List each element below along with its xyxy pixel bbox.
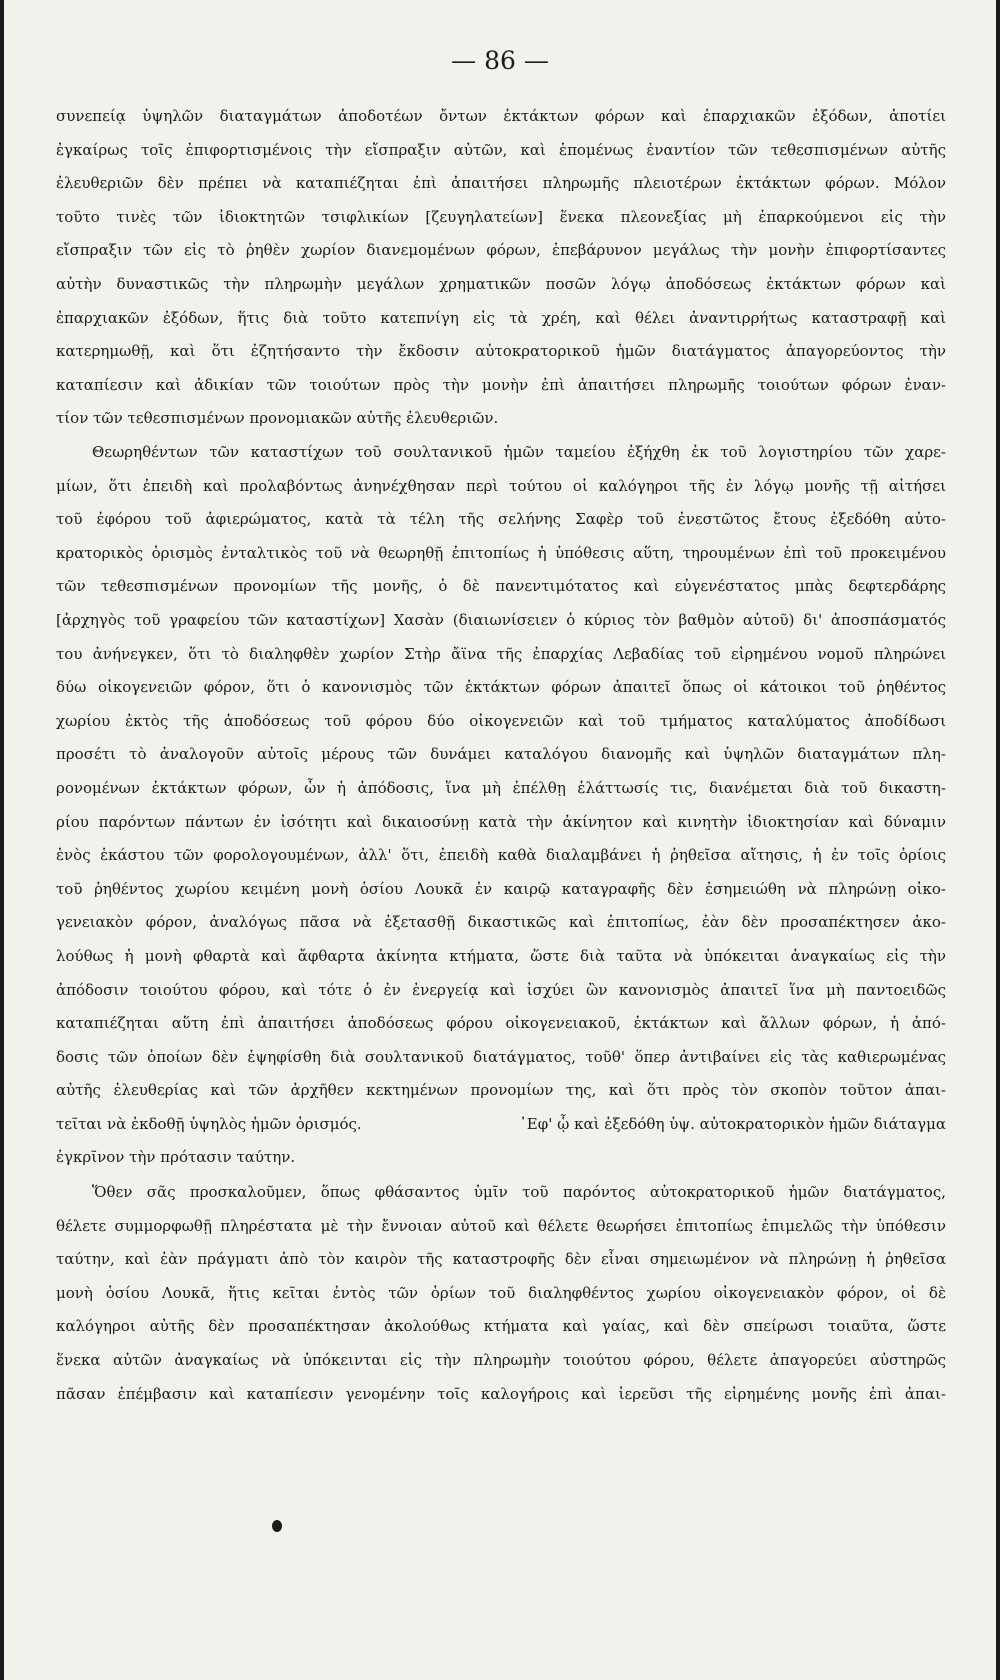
text-line: ρίου παρόντων πάντων ἐν ἰσότητι καὶ δικαιοσύνῃ κατὰ τὴν ἀκίνητον καὶ κινητὴν ἰδιοκτησίαν καὶ δύναμιν: [56, 812, 946, 831]
text-line: τοῦ ἐφόρου τοῦ ἀφιερώματος, κατὰ τὰ τέλη τῆς σελήνης Σαφὲρ τοῦ ἐνεστῶτος ἔτους ἐξεδόθη αὐτο-: [56, 510, 946, 529]
text-line: τῶν τεθεσπισμένων προνομίων τῆς μονῆς, ὁ δὲ πανεντιμότατος καὶ εὐγενέστατος μπὰς δεφτερδάρης: [56, 577, 946, 596]
text-line: καλόγηροι αὐτῆς δὲν προσαπέκτησαν ἀκολούθως κτήματα καὶ γαίας, καὶ δὲν σπείρωσι τοιαῦτα, ὥστε: [56, 1317, 946, 1336]
text-line: ρονομένων ἐκτάκτων φόρων, ὧν ἡ ἀπόδοσις, ἵνα μὴ ἐπέλθῃ ἐλάττωσίς τις, διανέμεται διὰ τοῦ δικαστη-: [56, 778, 946, 797]
text-line: ἑνὸς ἑκάστου τῶν φορολογουμένων, ἀλλ' ὅτι, ἐπειδὴ καθὰ διαλαμβάνει ἡ ῥηθεῖσα αἴτησις, ἡ ἐν τοῖς ὁρίοις: [56, 846, 946, 865]
text-line: του ἀνήνεγκεν, ὅτι τὸ διαληφθὲν χωρίον Στὴρ ἄϊνα τῆς ἐπαρχίας Λεβαδίας τοῦ εἰρημένου νομοῦ πληρώνει: [56, 644, 946, 663]
text-line: δύω οἰκογενειῶν φόρον, ὅτι ὁ κανονισμὸς τῶν ἐκτάκτων φόρων ἀπαιτεῖ ὅπως οἱ κάτοικοι τοῦ ῥηθέντος: [56, 678, 946, 697]
text-line: θέλετε συμμορφωθῇ πληρέστατα μὲ τὴν ἔννοιαν αὐτοῦ καὶ θέλετε θεωρήσει ἐπιτοπίως ἐπιμελῶς τὴν ὑπόθεσιν: [56, 1216, 946, 1235]
text-line: ἕνεκα αὐτῶν ἀναγκαίως νὰ ὑπόκεινται εἰς τὴν πληρωμὴν τοιούτου φόρου, θέλετε ἀπαγορεύει αὐστηρῶς: [56, 1350, 946, 1369]
text-line: κρατορικὸς ὁρισμὸς ἐνταλτικὸς τοῦ νὰ θεωρηθῇ ἐπιτοπίως ἡ ὑπόθεσις αὕτη, τηρουμένων ἐπὶ τοῦ προκειμένου: [56, 543, 946, 562]
text-line: αὐτῆς ἐλευθερίας καὶ τῶν ἀρχῆθεν κεκτημένων προνομίων της, καὶ ὅτι πρὸς τὸν σκοπὸν τοῦτον ἀπαι-: [56, 1081, 946, 1100]
text-line: λούθως ἡ μονὴ φθαρτὰ καὶ ἄφθαρτα ἀκίνητα κτήματα, ὥστε διὰ ταῦτα νὰ ὑπόκειται ἀναγκαίως εἰς τὴν: [56, 946, 946, 965]
text-line: ἐπαρχιακῶν ἐξόδων, ἥτις διὰ τοῦτο κατεπνίγη εἰς τὰ χρέη, καὶ θέλει ἀναντιρρήτως καταστραφῇ καὶ: [56, 308, 946, 327]
text-line: εἴσπραξιν τῶν εἰς τὸ ῥηθὲν χωρίον διανεμομένων φόρων, ἐπεβάρυνον μεγάλως τὴν μονὴν ἐπιφορτίσαντες: [56, 241, 946, 260]
text-line: μονὴ ὁσίου Λουκᾶ, ἥτις κεῖται ἐντὸς τῶν ὁρίων τοῦ διαληφθέντος χωρίου οἰκογενειακὸν φόρον, οἱ δὲ: [56, 1283, 946, 1302]
text-line: τοῦτο τινὲς τῶν ἰδιοκτητῶν τσιφλικίων [ζευγηλατείων] ἕνεκα πλεονεξίας μὴ ἐπαρκούμενοι εἰς τὴν: [56, 207, 946, 226]
text-line-right: ᾿Εφ' ᾧ καὶ ἐξεδόθη ὑψ. αὐτοκρατορικὸν ἡμῶν διάταγμα: [519, 1114, 946, 1133]
paragraph-1: [56, 100, 946, 436]
text-line-left: τεῖται νὰ ἐκδοθῇ ὑψηλὸς ἡμῶν ὁρισμός.: [56, 1114, 362, 1133]
text-line: γενειακὸν φόρον, ἀναλόγως πᾶσα νὰ ἐξετασθῇ δικαστικῶς καὶ ἐπιτοπίως, ἐὰν δὲν προσαπέκτησεν ἀκο-: [56, 913, 946, 932]
text-line: Ὅθεν σᾶς προσκαλοῦμεν, ὅπως φθάσαντος ὑμῖν τοῦ παρόντος αὐτοκρατορικοῦ ἡμῶν διατάγματος,: [92, 1183, 946, 1201]
text-line: ἐγκαίρως τοῖς ἐπιφορτισμένοις τὴν εἴσπραξιν αὐτῶν, καὶ ἑπομένως ἐναντίον τῶν τεθεσπισμένων αὐτῆς: [56, 140, 946, 159]
text-line: προσέτι τὸ ἀναλογοῦν αὐτοῖς μέρους τῶν δυνάμει καταλόγου διανομῆς καὶ ὑψηλῶν διαταγμάτων πλη-: [56, 745, 946, 764]
ink-mark: [272, 1520, 282, 1532]
text-line: ἀπόδοσιν τοιούτου φόρου, καὶ τότε ὁ ἐν ἐνεργείᾳ καὶ ἰσχύει ὢν κανονισμὸς ἀπαιτεῖ ἵνα μὴ παντοειδῶς: [56, 980, 946, 999]
text-line: αὐτὴν δυναστικῶς τὴν πληρωμὴν μεγάλων χρηματικῶν ποσῶν λόγῳ ἀποδόσεως ἐκτάκτων φόρων καὶ: [56, 274, 946, 293]
text-line: συνεπείᾳ ὑψηλῶν διαταγμάτων ἀποδοτέων ὄντων ἐκτάκτων φόρων καὶ ἐπαρχιακῶν ἐξόδων, ἀποτίει: [56, 107, 946, 125]
text-line: [ἀρχηγὸς τοῦ γραφείου τῶν καταστίχων] Χασὰν (διαιωνίσειεν ὁ κύριος τὸν βαθμὸν αὐτοῦ) δι' ἀποσπάσματός: [56, 610, 946, 629]
text-line: Θεωρηθέντων τῶν καταστίχων τοῦ σουλτανικοῦ ἡμῶν ταμείου ἐξήχθη ἐκ τοῦ λογιστηρίου τῶν χαρε-: [92, 443, 946, 461]
text-line: τίον τῶν τεθεσπισμένων προνομιακῶν αὐτῆς ἐλευθεριῶν.: [56, 409, 499, 428]
document-page: [4, 0, 996, 1680]
text-line: τοῦ ῥηθέντος χωρίου κειμένη μονὴ ὁσίου Λουκᾶ ἐν καιρῷ καταγραφῆς δὲν ἐσημειώθη νὰ πληρώνῃ οἰκο-: [56, 879, 946, 898]
page-number: — 86 —: [451, 46, 549, 75]
text-line: πᾶσαν ἐπέμβασιν καὶ καταπίεσιν γενομένην τοῖς καλογήροις καὶ ἱερεῦσι τῆς εἰρημένης μονῆς ἐπὶ ἀπαι-: [56, 1384, 946, 1403]
text-line: ταύτην, καὶ ἐὰν πράγματι ἀπὸ τὸν καιρὸν τῆς καταστροφῆς δὲν εἶναι σημειωμένον νὰ πληρώνῃ ἡ ῥηθεῖσα: [56, 1250, 946, 1269]
text-line-split: [56, 1108, 946, 1142]
text-line: καταπίεσιν καὶ ἀδικίαν τῶν τοιούτων πρὸς τὴν μονὴν ἐπὶ ἀπαιτήσει πληρωμῆς τοιούτων φόρων ἐναν-: [56, 375, 946, 394]
text-line: καταπιέζηται αὕτη ἐπὶ ἀπαιτήσει ἀποδόσεως φόρου οἰκογενειακοῦ, ἐκτάκτων καὶ ἄλλων φόρων, ἡ ἀπό-: [56, 1014, 946, 1033]
paragraph-3: [56, 1176, 946, 1411]
text-line: δοσις τῶν ὁποίων δὲν ἐψηφίσθη διὰ σουλτανικοῦ διατάγματος, τοῦθ' ὅπερ ἀντιβαίνει εἰς τὰς καθιερωμένας: [56, 1047, 946, 1066]
text-line: χωρίου ἐκτὸς τῆς ἀποδόσεως τοῦ φόρου δύο οἰκογενειῶν καὶ τοῦ τμήματος καταλύματος ἀποδίδωσι: [56, 711, 946, 730]
text-line: μίων, ὅτι ἐπειδὴ καὶ προλαβόντως ἀνηνέχθησαν περὶ τούτου οἱ καλόγηροι τῆς ἐν λόγῳ μονῆς τῇ αἰτήσει: [56, 476, 946, 495]
text-line: ἐγκρῖνον τὴν πρότασιν ταύτην.: [56, 1148, 296, 1167]
paragraph-2: [56, 436, 946, 1175]
text-line: κατερημωθῇ, καὶ ὅτι ἐζητήσαντο τὴν ἔκδοσιν αὐτοκρατορικοῦ ἡμῶν διατάγματος ἀπαγορεύοντος τὴν: [56, 342, 946, 361]
text-line: ἐλευθεριῶν δὲν πρέπει νὰ καταπιέζηται ἐπὶ ἀπαιτήσει πληρωμῆς πλειοτέρων ἐκτάκτων φόρων. Μόλον: [56, 174, 946, 193]
